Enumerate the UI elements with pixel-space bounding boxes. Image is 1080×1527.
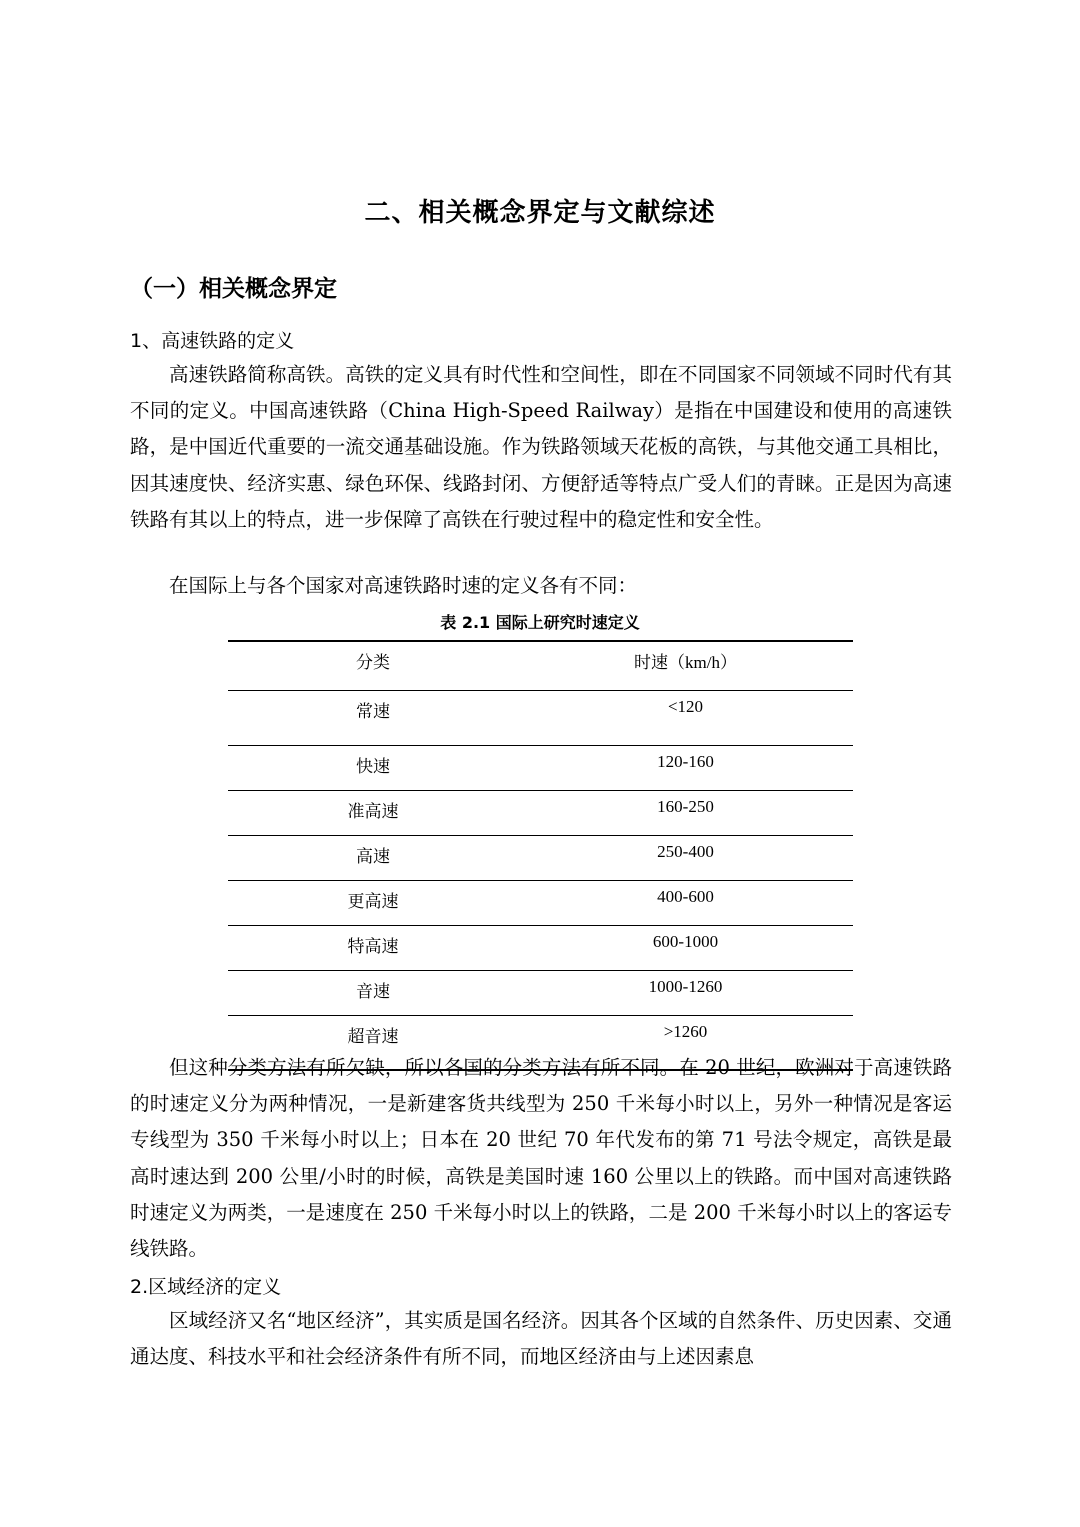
table-cell-speed: 400-600	[518, 881, 853, 926]
table-cell-category: 音速	[228, 971, 518, 1016]
speed-classification-table	[228, 640, 853, 1071]
paragraph-intro-table: 在国际上与各个国家对高速铁路时速的定义各有不同：	[169, 574, 638, 597]
table-cell-speed: <120	[518, 691, 853, 746]
table-row	[228, 791, 853, 836]
table-cell-category: 常速	[228, 691, 518, 746]
subsection-title-high-speed-railway: 1、高速铁路的定义	[130, 330, 295, 352]
paragraph-definition: 高速铁路简称高铁。高铁的定义具有时代性和空间性，即在不同国家不同领域不同时代有其不同的定义。中国高速铁路（China High-Speed Railway）是指在中国建设和使用的高速铁路，是中国近代重要的一流交通基础设施。作为铁路领域天花板的高铁，与其他交通工具相比，因其速度快、经济实惠、绿色环保、线路封闭、方便舒适等特点广受人们的青睐。正是因为高速铁路有其以上的特点，进一步保障了高铁在行驶过程中的稳定性和安全性。	[130, 363, 952, 531]
table-cell-speed: 120-160	[518, 746, 853, 791]
table-cell-category: 快速	[228, 746, 518, 791]
table-row	[228, 836, 853, 881]
table-cell-category: 超音速	[228, 1016, 518, 1071]
table-cell-category: 特高速	[228, 926, 518, 971]
table-caption: 表 2.1 国际上研究时速定义	[440, 613, 640, 632]
table-row	[228, 746, 853, 791]
chapter-title: 二、相关概念界定与文献综述	[364, 198, 716, 228]
section-title: （一）相关概念界定	[130, 276, 337, 302]
table-row	[228, 881, 853, 926]
table-cell-speed: >1260	[518, 1016, 853, 1071]
paragraph-regional-economy: 区域经济又名“地区经济”，其实质是国名经济。因其各个区域的自然条件、历史因素、交通通达度、科技水平和社会经济条件有所不同，而地区经济由与上述因素息	[130, 1309, 952, 1369]
table-row	[228, 691, 853, 746]
table-cell-category: 高速	[228, 836, 518, 881]
paragraph-classification-methods: 但这种分类方法有所欠缺，所以各国的分类方法有所不同。在 20 世纪，欧洲对于高速铁路的时速定义分为两种情况，一是新建客货共线型为 250 千米每小时以上，另外一种情况是客运专线型为 350 千米每小时以上；日本在 20 世纪 70 年代发布的第 71 号法令规定，高铁是最高时速达到 200 公里/小时的时候，高铁是美国时速 160 公里以上的铁路。而中国对高速铁路时速定义为两类，一是速度在 250 千米每小时以上的铁路，二是 200 千米每小时以上的客运专线铁路。	[130, 1056, 952, 1261]
table-cell-speed: 160-250	[518, 791, 853, 836]
table-header-row	[228, 641, 853, 691]
table-cell-category: 准高速	[228, 791, 518, 836]
table-cell-speed: 250-400	[518, 836, 853, 881]
subsection-title-regional-economy: 2.区域经济的定义	[130, 1276, 282, 1298]
table-cell-category: 更高速	[228, 881, 518, 926]
table-cell-speed: 1000-1260	[518, 971, 853, 1016]
table-row	[228, 971, 853, 1016]
table-header-speed: 时速（km/h）	[518, 641, 853, 691]
table-header-category: 分类	[228, 641, 518, 691]
table-row	[228, 926, 853, 971]
table-cell-speed: 600-1000	[518, 926, 853, 971]
